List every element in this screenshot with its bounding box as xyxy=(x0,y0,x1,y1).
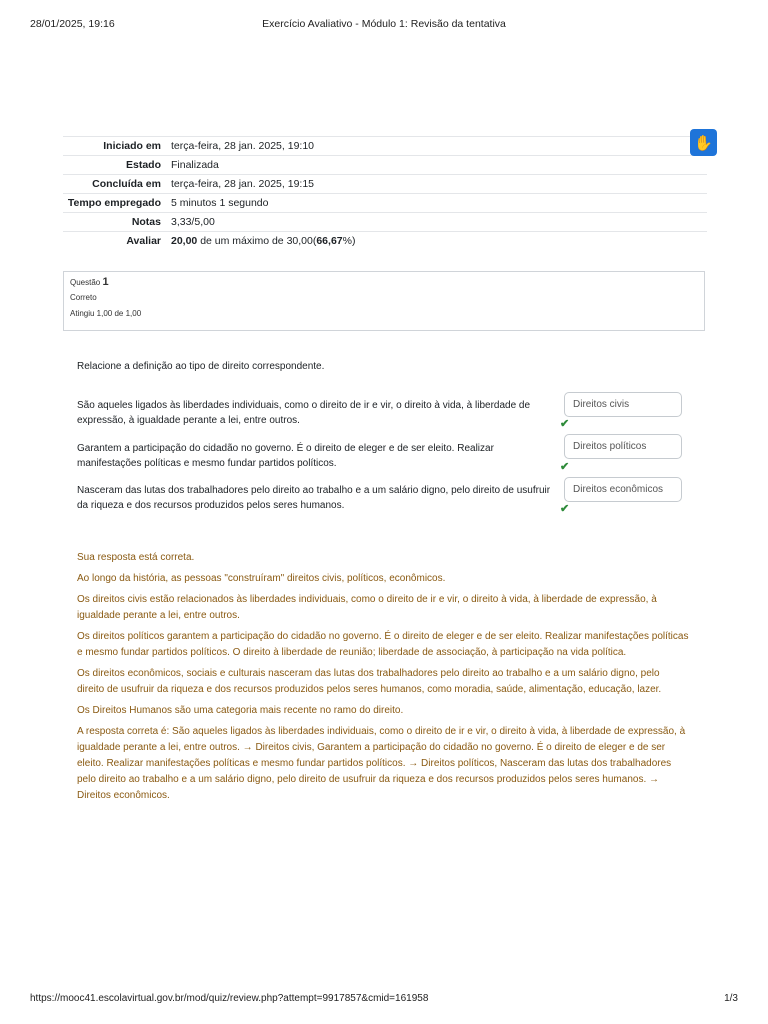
summary-value: 3,33/5,00 xyxy=(171,216,215,228)
match-answer-select[interactable]: Direitos políticos xyxy=(564,434,682,459)
summary-value: Finalizada xyxy=(171,159,219,171)
match-row xyxy=(77,441,707,471)
summary-label: Avaliar xyxy=(126,235,161,247)
summary-label: Iniciado em xyxy=(103,140,161,152)
match-definition: Garantem a participação do cidadão no governo. É o direito de eleger e de ser eleito. Realizar manifestações políticas e mesmo fundar partidos políticos. xyxy=(77,443,494,469)
match-row xyxy=(77,483,707,513)
summary-row xyxy=(63,137,707,156)
match-answer-select[interactable]: Direitos econômicos xyxy=(564,477,682,502)
question-info-box xyxy=(63,271,705,331)
feedback-line: Sua resposta está correta. xyxy=(77,552,195,563)
summary-grade xyxy=(167,232,707,251)
match-definition: São aqueles ligados às liberdades individuais, como o direito de ir e vir, o direito à vida, à liberdade de expressão, à igualdade perante a lei, entre outros. xyxy=(77,400,531,426)
check-icon: ✔ xyxy=(560,418,570,430)
match-answer-select[interactable]: Direitos civis xyxy=(564,392,682,417)
feedback-line: Os Direitos Humanos são uma categoria mais recente no ramo do direito. xyxy=(77,705,404,716)
check-icon: ✔ xyxy=(560,503,570,515)
feedback-line: Ao longo da história, as pessoas "construíram" direitos civis, políticos, econômicos. xyxy=(77,573,446,584)
summary-value: terça-feira, 28 jan. 2025, 19:10 xyxy=(171,140,315,152)
summary-row xyxy=(63,194,707,213)
feedback-panel xyxy=(77,550,689,809)
summary-label: Estado xyxy=(125,159,161,171)
accessibility-button[interactable] xyxy=(690,129,717,156)
print-url: https://mooc41.escolavirtual.gov.br/mod/quiz/review.php?attempt=9917857&cmid=161958 xyxy=(30,993,429,1004)
summary-label: Concluída em xyxy=(92,178,161,190)
match-definition: Nasceram das lutas dos trabalhadores pelo direito ao trabalho e a um salário digno, pelo direito de usufruir da riqueza e dos recursos produzidos pelos seres humanos. xyxy=(77,485,551,511)
question-state: Correto xyxy=(70,293,97,302)
question-prompt: Relacione a definição ao tipo de direito correspondente. xyxy=(77,361,325,372)
print-page-number: 1/3 xyxy=(724,993,738,1004)
grade-end: %) xyxy=(342,235,356,247)
feedback-correct-answer: A resposta correta é: São aqueles ligados às liberdades individuais, como o direito de ir e vir, o direito à vida, à liberdade de expressão, à igualdade perante a lei, entre outros. → Direitos civis, Garantem a participação do cidadão no governo. É o direito de eleger e de ser eleito. Realizar manifestações políticas e mesmo fundar partidos políticos. → Direitos políticos, Nasceram das lutas dos trabalhadores pelo direito ao trabalho e a um salário digno, pelo direito de usufruir da riqueza e dos recursos produzidos pelos seres humanos. → Direitos econômicos. xyxy=(77,726,686,801)
print-datetime: 28/01/2025, 19:16 xyxy=(30,18,115,30)
summary-label: Notas xyxy=(131,216,161,228)
summary-row xyxy=(63,213,707,232)
question-label: Questão xyxy=(70,278,101,287)
feedback-line: Os direitos políticos garantem a participação do cidadão no governo. É o direito de eleger e de ser eleito. Realizar manifestações políticas e mesmo fundar partidos políticos. O direito à liberdade de reunião; liberdade de associação, à participação na vida política. xyxy=(77,631,689,658)
check-icon: ✔ xyxy=(560,461,570,473)
print-title: Exercício Avaliativo - Módulo 1: Revisão da tentativa xyxy=(262,18,506,30)
summary-row xyxy=(63,156,707,175)
feedback-line: Os direitos civis estão relacionados às liberdades individuais, como o direito de ir e vir, o direito à vida, à liberdade de expressão, à igualdade perante a lei, entre outros. xyxy=(77,594,657,621)
question-score: Atingiu 1,00 de 1,00 xyxy=(70,309,142,318)
question-number xyxy=(70,276,698,288)
sign-language-icon: ✋ xyxy=(694,134,713,152)
summary-label: Tempo empregado xyxy=(67,197,161,209)
grade-percent: 66,67 xyxy=(316,235,343,247)
match-row xyxy=(77,398,707,428)
summary-row xyxy=(63,175,707,194)
attempt-summary-table xyxy=(63,136,707,250)
summary-row xyxy=(63,232,707,251)
grade-max: de um máximo de 30,00( xyxy=(197,235,317,247)
summary-value: terça-feira, 28 jan. 2025, 19:15 xyxy=(171,178,315,190)
question-number-value: 1 xyxy=(102,276,109,288)
feedback-line: Os direitos econômicos, sociais e culturais nasceram das lutas dos trabalhadores pelo direito ao trabalho e a um salário digno, pelo direito de usufruir da riqueza e dos recursos produzidos pelos seres humanos, como moradia, saúde, alimentação, educação, lazer. xyxy=(77,668,662,695)
grade-value: 20,00 xyxy=(171,235,198,247)
summary-value: 5 minutos 1 segundo xyxy=(171,197,269,209)
